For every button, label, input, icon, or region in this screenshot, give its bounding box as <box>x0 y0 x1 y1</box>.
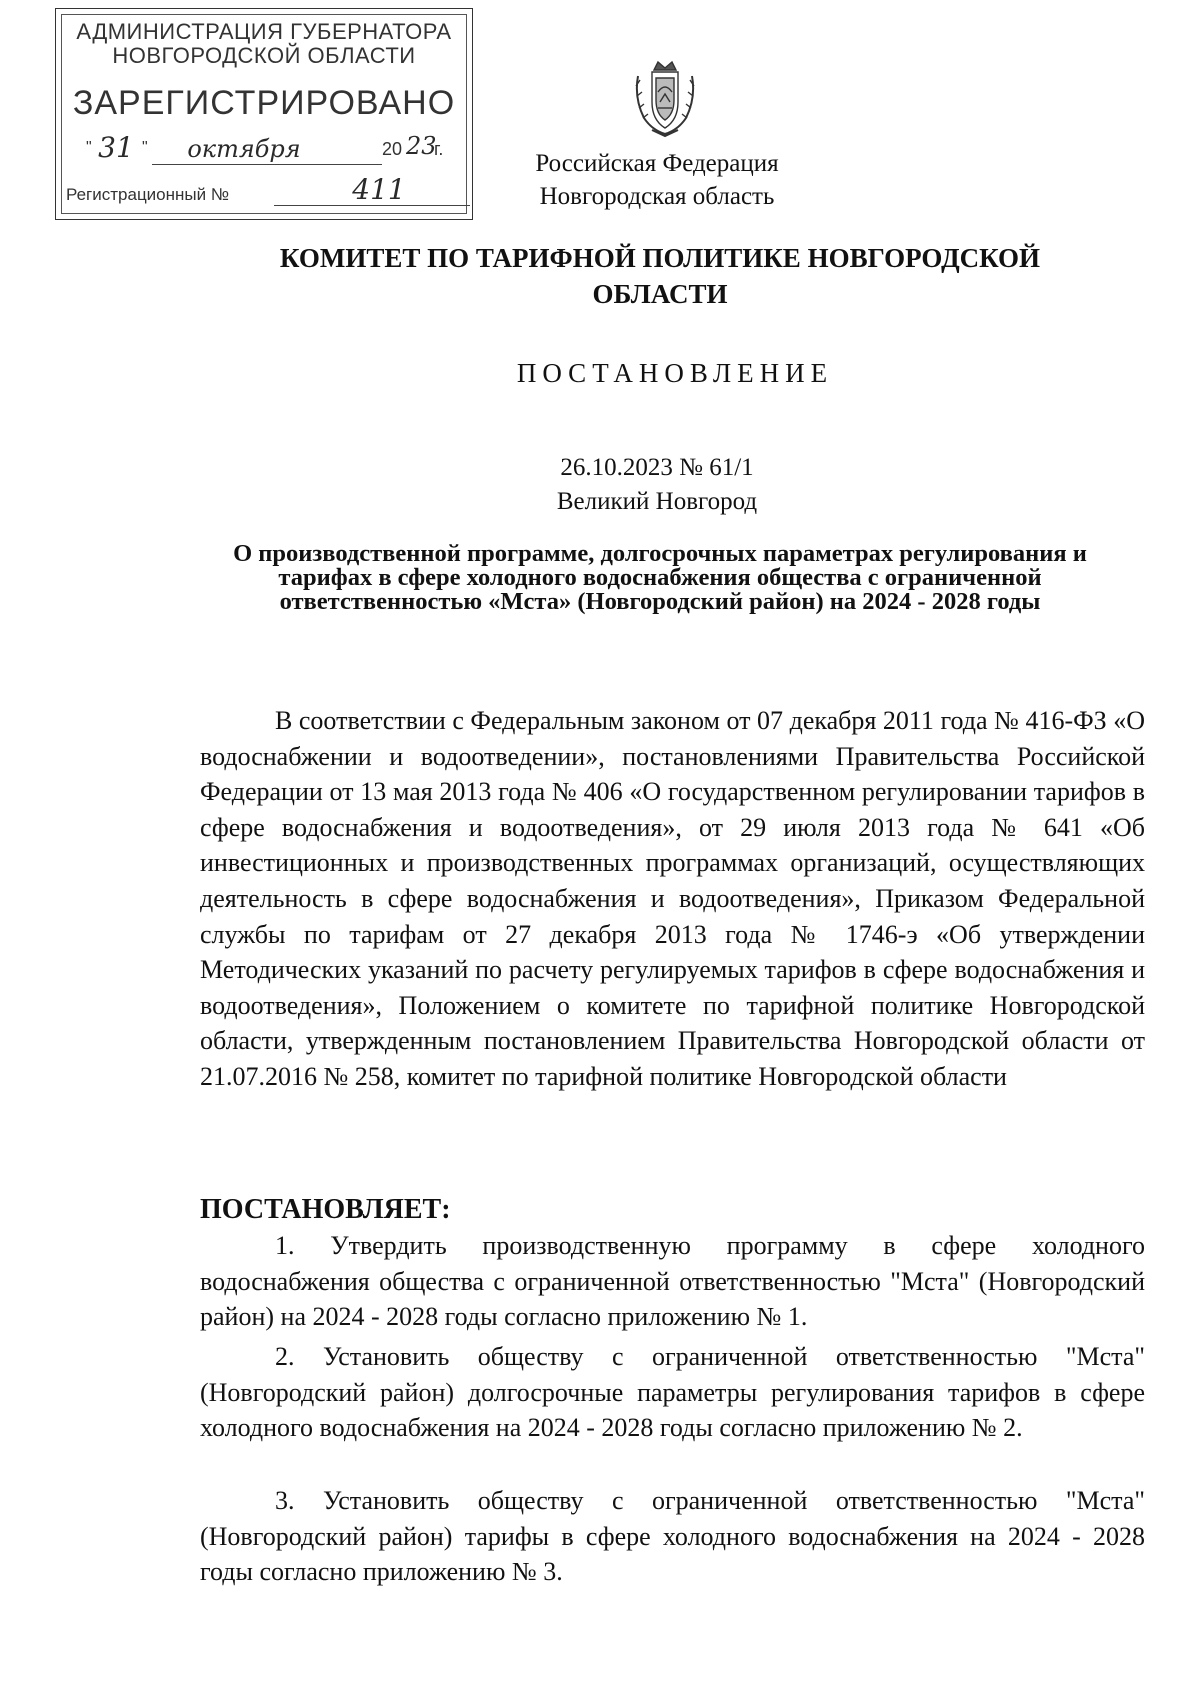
stamp-year-prefix: 20 <box>382 139 403 159</box>
stamp-quote-open: " <box>86 139 92 156</box>
stamp-reg-label: Регистрационный № <box>66 185 230 204</box>
stamp-year-handwritten: 23 <box>406 132 437 160</box>
stamp-reg-underline <box>274 205 470 206</box>
document-title: О производственной программе, долгосрочных параметрах регулирования и тарифах в сфере холодного водоснабжения общества с ограниченной ответственностью «Мста» (Новгородский район) на 2024 - 2028 годы <box>233 540 1087 615</box>
stamp-org-line1: АДМИНИСТРАЦИЯ ГУБЕРНАТОРА <box>76 19 452 44</box>
resolution-item-1: 1. Утвердить производственную программу в сфере холодного водоснабжения общества с ограниченной ответственностью "Мста" (Новгородский район) на 2024 - 2028 годы согласно приложению № 1. <box>200 1231 1145 1332</box>
stamp-registered-label: ЗАРЕГИСТРИРОВАНО <box>72 84 456 122</box>
region-name: Новгородская область <box>539 183 775 210</box>
stamp-date-row <box>86 131 456 167</box>
stamp-day: 31 <box>98 131 134 164</box>
stamp-org-line2: НОВГОРОДСКОЙ ОБЛАСТИ <box>112 43 416 68</box>
document-date-number: 26.10.2023 № 61/1 <box>560 454 754 481</box>
stamp-quote-close: " <box>142 139 148 156</box>
stamp-month: октября <box>187 135 301 163</box>
committee-heading: КОМИТЕТ ПО ТАРИФНОЙ ПОЛИТИКЕ НОВГОРОДСКОЙ ОБЛАСТИ <box>279 243 1041 309</box>
resolves-heading: ПОСТАНОВЛЯЕТ: <box>200 1194 451 1225</box>
novgorod-coat-of-arms-icon <box>630 58 700 138</box>
resolution-item-2: 2. Установить обществу с ограниченной ответственностью "Мста" (Новгородский район) долгосрочные параметры регулирования тарифов в сфере холодного водоснабжения на 2024 - 2028 годы согласно приложению № 2. <box>200 1342 1145 1443</box>
registration-stamp <box>55 8 473 220</box>
stamp-year-suffix: г. <box>434 139 444 159</box>
stamp-reg-number: 411 <box>352 173 406 206</box>
document-city: Великий Новгород <box>556 488 758 515</box>
stamp-month-underline <box>152 164 382 165</box>
intro-paragraph: В соответствии с Федеральным законом от 07 декабря 2011 года № 416-ФЗ «О водоснабжении и водоотведении», постановлениями Правительства Российской Федерации от 13 мая 2013 года № 406 «О государственном регулировании тарифов в сфере водоснабжения и водоотведения», от 29 июля 2013 года № 641 «Об инвестиционных и производственных программах организаций, осуществляющих деятельность в сфере водоснабжения и водоотведения», Приказом Федеральной службы по тарифам от 27 декабря 2013 года № 1746-э «Об утверждении Методических указаний по расчету регулируемых тарифов в сфере водоснабжения и водоотведения», Положением о комитете по тарифной политике Новгородской области, утвержденным постановлением Правительства Новгородской области от 21.07.2016 № 258, комитет по тарифной политике Новгородской области <box>200 706 1145 1091</box>
resolution-item-3: 3. Установить обществу с ограниченной ответственностью "Мста" (Новгородский район) тарифы в сфере холодного водоснабжения на 2024 - 2028 годы согласно приложению № 3. <box>200 1486 1145 1587</box>
document-type: ПОСТАНОВЛЕНИЕ <box>516 358 834 388</box>
country-name: Российская Федерация <box>535 150 779 177</box>
